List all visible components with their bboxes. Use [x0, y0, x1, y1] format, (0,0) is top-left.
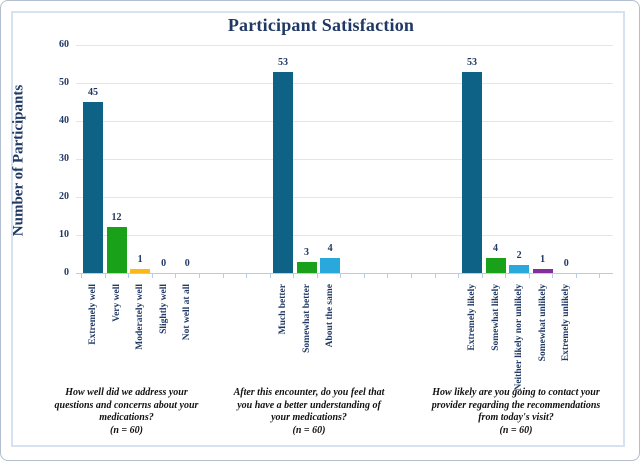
category-label-text: Not well at all — [182, 284, 193, 341]
category-label — [324, 279, 387, 348]
y-tick-label: 60 — [59, 39, 69, 50]
bar-value-label: 45 — [88, 87, 98, 98]
x-axis-tick — [364, 274, 365, 278]
category-label — [181, 279, 237, 341]
bar-value-label: 2 — [516, 250, 522, 262]
sample-size-label: (n = 60) — [292, 424, 326, 436]
x-axis-tick — [576, 274, 577, 278]
bar — [486, 258, 506, 273]
bar — [130, 269, 150, 273]
x-axis-tick — [293, 274, 294, 278]
gridline — [76, 197, 613, 198]
y-tick-label: 30 — [59, 153, 69, 164]
bar-value-label: 1 — [137, 254, 143, 266]
x-axis-tick — [199, 274, 200, 278]
x-axis-tick — [435, 274, 436, 278]
x-axis-tick — [270, 274, 271, 278]
category-label-text: Somewhat better — [301, 284, 312, 353]
y-tick-label: 50 — [59, 77, 69, 88]
y-tick-label: 40 — [59, 115, 69, 126]
category-label-text: Moderately well — [135, 284, 146, 350]
question-text — [49, 387, 204, 437]
bar-value-label: 0 — [184, 258, 190, 269]
question-line: How well did we address your questions and concerns about your medications? — [54, 387, 199, 423]
x-axis-tick — [529, 274, 530, 278]
x-axis-tick — [340, 274, 341, 278]
x-axis-line — [76, 273, 613, 274]
category-label-text: Much better — [278, 284, 288, 335]
sample-size-label: (n = 60) — [499, 424, 533, 436]
gridline — [76, 45, 613, 46]
x-axis-tick — [411, 274, 412, 278]
category-label-text: Neither likely nor unlikely — [514, 284, 525, 391]
bar-value-label: 1 — [540, 254, 546, 266]
x-axis-tick — [317, 274, 318, 278]
y-tick-label: 10 — [59, 229, 69, 240]
bar-value-label: 0 — [161, 258, 167, 269]
x-axis-tick — [152, 274, 153, 278]
category-label-text: Extremely unlikely — [561, 284, 572, 362]
category-label-text: Somewhat unlikely — [537, 284, 548, 362]
y-tick-label: 20 — [59, 191, 69, 202]
question-text — [229, 387, 389, 437]
gridline — [76, 121, 613, 122]
bar — [107, 227, 127, 273]
x-axis-tick — [246, 274, 247, 278]
x-axis-tick — [387, 274, 388, 278]
chart-title: Participant Satisfaction — [227, 15, 415, 35]
category-label-text: Extremely likely — [467, 284, 477, 351]
x-axis-tick — [128, 274, 129, 278]
bar-value-label: 53 — [278, 56, 288, 68]
category-label — [560, 279, 637, 362]
x-axis-tick — [105, 274, 106, 278]
bar-value-label: 4 — [327, 242, 333, 254]
bar-value-label: 0 — [563, 258, 569, 269]
x-axis-tick — [552, 274, 553, 278]
x-axis-tick — [458, 274, 459, 278]
category-label-text: About the same — [325, 284, 336, 348]
gridline — [76, 83, 613, 84]
bar-value-label: 4 — [493, 242, 499, 254]
category-label-text: Somewhat likely — [490, 284, 501, 351]
gridline — [76, 235, 613, 236]
question-text — [421, 387, 611, 437]
x-axis-tick — [175, 274, 176, 278]
category-label-text: Very well — [111, 284, 122, 322]
question-line: After this encounter, do you feel that you have a better understanding of your medications? — [233, 387, 385, 423]
category-label-text: Slightly well — [158, 284, 169, 334]
category-label-text: Extremely well — [88, 284, 98, 345]
x-axis-tick — [505, 274, 506, 278]
bar — [297, 262, 317, 273]
bar — [273, 72, 293, 273]
x-axis-tick — [81, 274, 82, 278]
question-line: How likely are you going to contact your provider regarding the recommendations from today's visit? — [431, 387, 601, 423]
x-axis-tick — [482, 274, 483, 278]
x-axis-tick — [223, 274, 224, 278]
bar — [320, 258, 340, 273]
bar — [83, 102, 103, 273]
bar-value-label: 12 — [111, 212, 122, 224]
bar — [509, 265, 529, 273]
y-tick-label: 0 — [64, 267, 69, 278]
gridline — [76, 159, 613, 160]
x-axis-tick — [599, 274, 600, 278]
y-axis-label: Number of Participants — [10, 84, 27, 237]
sample-size-label: (n = 60) — [110, 424, 143, 436]
bar — [533, 269, 553, 273]
chart-frame — [11, 11, 625, 447]
bar-value-label: 53 — [467, 56, 477, 68]
bar — [462, 72, 482, 273]
bar-value-label: 3 — [304, 246, 310, 258]
